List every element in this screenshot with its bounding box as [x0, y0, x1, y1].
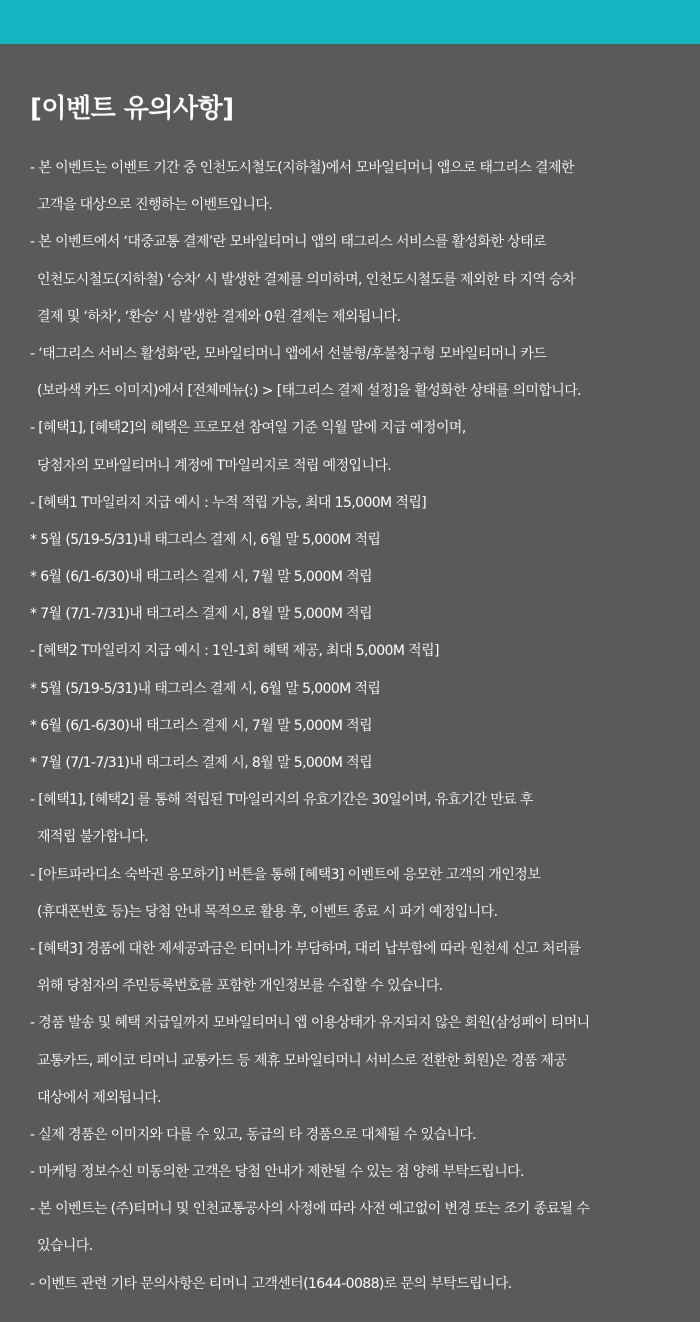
notice-line: - 본 이벤트에서 ‘대중교통 결제’란 모바일티머니 앱의 태그리스 서비스를 활성화한 상태로	[30, 234, 546, 251]
notice-line: * 5월 (5/19-5/31)내 태그리스 결제 시, 6월 말 5,000M 적립	[30, 531, 381, 548]
notice-line: * 5월 (5/19-5/31)내 태그리스 결제 시, 6월 말 5,000M 적립	[30, 680, 381, 697]
notice-item	[30, 671, 678, 708]
notice-item	[30, 1117, 678, 1154]
notice-line: 당첨자의 모바일티머니 계정에 T마일리지로 적립 예정입니다.	[37, 457, 392, 474]
notice-title: [이벤트 유의사항]	[30, 94, 234, 124]
notice-line: 있습니다.	[37, 1238, 93, 1255]
notice-line: * 6월 (6/1-6/30)내 태그리스 결제 시, 7월 말 5,000M 적립	[30, 569, 373, 586]
notice-item	[30, 224, 678, 336]
notice-item	[30, 336, 678, 410]
notice-item	[30, 559, 678, 596]
notice-line: - [아트파라디소 숙박권 응모하기] 버튼을 통해 [혜택3] 이벤트에 응모한 고객의 개인정보	[30, 866, 541, 883]
notice-line: 위해 당첨자의 주민등록번호를 포함한 개인정보를 수집할 수 있습니다.	[37, 978, 443, 995]
notice-item	[30, 1191, 678, 1265]
notice-item	[30, 745, 678, 782]
notice-item	[30, 596, 678, 633]
notice-line: (휴대폰번호 등)는 당첨 안내 목적으로 활용 후, 이벤트 종료 시 파기 예정입니다.	[37, 903, 498, 920]
notice-line: * 6월 (6/1-6/30)내 태그리스 결제 시, 7월 말 5,000M 적립	[30, 717, 373, 734]
notice-item	[30, 1266, 678, 1303]
notice-item	[30, 485, 678, 522]
notice-item	[30, 708, 678, 745]
notice-line: * 7월 (7/1-7/31)내 태그리스 결제 시, 8월 말 5,000M 적립	[30, 755, 373, 771]
notice-line: - 본 이벤트는 이벤트 기간 중 인천도시철도(지하철)에서 모바일티머니 앱으로 태그리스 결제한	[30, 160, 574, 176]
notice-line: 교통카드, 페이코 티머니 교통카드 등 제휴 모바일티머니 서비스로 전환한 회원)은 경품 제공	[37, 1052, 567, 1069]
notice-line: - 이벤트 관련 기타 문의사항은 티머니 고객센터(1644-0088)로 문의 부탁드립니다.	[30, 1275, 512, 1292]
notice-line: - 실제 경품은 이미지와 다를 수 있고, 동급의 타 경품으로 대체될 수 있습니다.	[30, 1126, 477, 1143]
notice-item	[30, 931, 678, 1005]
notice-item	[30, 1005, 678, 1117]
notice-line: - 경품 발송 및 혜택 지급일까지 모바일티머니 앱 이용상태가 유지되지 않은 회원(삼성페이 티머니	[30, 1015, 590, 1032]
notice-line: * 7월 (7/1-7/31)내 태그리스 결제 시, 8월 말 5,000M 적립	[30, 606, 373, 623]
notice-line: 결제 및 ‘하차‘, ‘환승‘ 시 발생한 결제와 0원 결제는 제외됩니다.	[37, 308, 401, 325]
notice-line: - [혜택1 T마일리지 지급 예시 : 누적 적립 가능, 최대 15,000M 적립]	[30, 494, 427, 511]
notice-line: 재적립 불가합니다.	[37, 829, 149, 846]
notice-item	[30, 150, 678, 224]
event-notice-section	[0, 44, 700, 1303]
notice-line: - [혜택1], [혜택2]의 혜택은 프로모션 참여일 기준 익월 말에 지급 예정이며,	[30, 420, 466, 437]
notice-item	[30, 633, 678, 670]
notice-item	[30, 522, 678, 559]
notice-line: - [혜택3] 경품에 대한 제세공과금은 티머니가 부담하며, 대리 납부함에 따라 원천세 신고 처리를	[30, 940, 581, 957]
notice-item	[30, 857, 678, 931]
notice-item	[30, 1154, 678, 1191]
notice-line: - ‘태그리스 서비스 활성화’란, 모바일티머니 앱에서 선불형/후불청구형 모바일티머니 카드	[30, 345, 547, 362]
notice-item	[30, 410, 678, 484]
notice-line: 고객을 대상으로 진행하는 이벤트입니다.	[37, 197, 273, 214]
notice-item	[30, 782, 678, 856]
notice-line: - [혜택1], [혜택2] 를 통해 적립된 T마일리지의 유효기간은 30일이며, 유효기간 만료 후	[30, 792, 533, 809]
notice-list	[30, 150, 678, 1303]
notice-line: - [혜택2 T마일리지 지급 예시 : 1인-1회 혜택 제공, 최대 5,000M 적립]	[30, 643, 439, 660]
notice-line: - 본 이벤트는 (주)티머니 및 인천교통공사의 사정에 따라 사전 예고없이 변경 또는 조기 종료될 수	[30, 1201, 590, 1218]
notice-line: 인천도시철도(지하철) ‘승차‘ 시 발생한 결제를 의미하며, 인천도시철도를 제외한 타 지역 승차	[37, 271, 575, 288]
top-accent-bar	[0, 0, 700, 44]
notice-line: 대상에서 제외됩니다.	[37, 1089, 162, 1106]
notice-line: (보라색 카드 이미지)에서 [전체메뉴(:) > [태그리스 결제 설정]을 활성화한 상태를 의미합니다.	[37, 383, 581, 400]
notice-line: - 마케팅 정보수신 미동의한 고객은 당첨 안내가 제한될 수 있는 점 양해 부탁드립니다.	[30, 1164, 524, 1181]
